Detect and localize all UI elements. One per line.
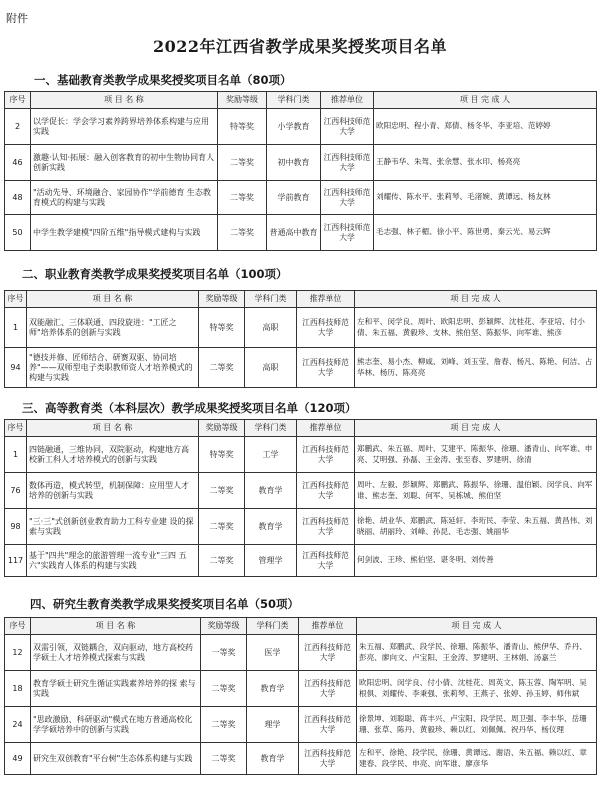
cell-project: 双能融汇、三体联通、四段旋进："工匠之师"培养体系的创新与实践: [27, 308, 199, 348]
cell-unit: 江西科技师范大学: [321, 181, 374, 215]
cell-unit: 江西科技师范大学: [297, 308, 355, 348]
table-basic: [4, 91, 597, 251]
cell-discipline: 工学: [245, 437, 297, 473]
cell-level: 二等奖: [218, 181, 267, 215]
cell-unit: 江西科技师范大学: [297, 545, 355, 577]
table-header-row: [5, 92, 597, 109]
cell-level: 一等奖: [201, 635, 247, 671]
cell-no: 2: [5, 109, 31, 145]
cell-project: 四链融通，三维协同，双院驱动，构建地方高校新工科人才培养模式的创新与实践: [27, 437, 199, 473]
header-project: 项 目 名 称: [31, 618, 201, 635]
cell-unit: 江西科技师范大学: [321, 145, 374, 181]
cell-no: 48: [5, 181, 31, 215]
cell-no: 46: [5, 145, 31, 181]
cell-no: 18: [5, 671, 31, 707]
cell-level: 二等奖: [201, 707, 247, 743]
cell-people: 何剑波、王珍、熊伯坚、谌冬明、刘传善: [355, 545, 597, 577]
cell-level: 二等奖: [199, 473, 245, 509]
header-unit: 推荐单位: [321, 92, 374, 109]
cell-unit: 江西科技师范大学: [299, 743, 357, 775]
cell-unit: 江西科技师范大学: [321, 109, 374, 145]
cell-people: 徐艳、胡业华、郑鹏武、陈延轩、李珩民、李莹、朱五福、黄昌伟、刘晓丽、胡丽玲、刘峰、孙昆、毛志强、姚丽华: [355, 509, 597, 545]
header-project: 项 目 名 称: [31, 92, 218, 109]
table-row: [5, 215, 597, 251]
cell-unit: 江西科技师范大学: [299, 671, 357, 707]
cell-no: 76: [5, 473, 27, 509]
table-row: [5, 109, 597, 145]
header-level: 奖励等级: [199, 291, 245, 308]
cell-level: 二等奖: [199, 348, 245, 388]
header-discipline: 学科门类: [245, 291, 297, 308]
cell-discipline: 高职: [245, 308, 297, 348]
cell-people: 朱五福、郑鹏武、段学民、徐珊、陈振华、潘青山、熊伊华、乔丹、彭亮、廖向文、卢宝阳、王金涛、罗建明、王林娟、汤嘉兰: [357, 635, 597, 671]
cell-unit: 江西科技师范大学: [299, 635, 357, 671]
cell-level: 二等奖: [199, 509, 245, 545]
cell-project: 基于"四共"理念的旅游管理一流专业"三四 五六"实践育人体系的构建与实践: [27, 545, 199, 577]
cell-discipline: 教育学: [247, 671, 299, 707]
table-row: [5, 743, 597, 775]
header-unit: 推荐单位: [297, 420, 355, 437]
cell-level: 特等奖: [199, 308, 245, 348]
header-level: 奖励等级: [201, 618, 247, 635]
header-no: 序号: [5, 92, 31, 109]
cell-people: 徐景坤、刘聪聪、蒋丰兴、卢宝阳、段学民、周卫强、李丰华、岳珊珊、张草、陈丹、黄毅珍、赖以红、刘佩佩、祝丹华、杨仪理: [357, 707, 597, 743]
cell-discipline: 教育学: [245, 473, 297, 509]
header-project: 项 目 名 称: [27, 291, 199, 308]
table-graduate: [4, 617, 597, 775]
cell-discipline: 小学教育: [267, 109, 321, 145]
cell-discipline: 理学: [247, 707, 299, 743]
cell-unit: 江西科技师范大学: [297, 348, 355, 388]
table-row: [5, 545, 597, 577]
cell-no: 117: [5, 545, 27, 577]
header-unit: 推荐单位: [297, 291, 355, 308]
table-header-row: [5, 618, 597, 635]
cell-people: 欧阳忠明、程小青、郑倩、杨冬华、李亚培、范婷婷: [374, 109, 597, 145]
header-people: 项 目 完 成 人: [357, 618, 597, 635]
cell-unit: 江西科技师范大学: [321, 215, 374, 251]
cell-level: 二等奖: [199, 545, 245, 577]
header-unit: 推荐单位: [299, 618, 357, 635]
cell-level: 二等奖: [201, 671, 247, 707]
header-people: 项 目 完 成 人: [355, 291, 597, 308]
cell-level: 二等奖: [218, 215, 267, 251]
cell-level: 特等奖: [199, 437, 245, 473]
section-title-higher: 三、高等教育类（本科层次）教学成果奖授奖项目名单（120项）: [22, 401, 357, 415]
cell-level: 二等奖: [201, 743, 247, 775]
section-title-vocational: 二、职业教育类教学成果奖授奖项目名单（100项）: [22, 267, 288, 281]
cell-project: "思政激励、科研驱动"模式在地方普通高校化学学硕培养中的创新与实践: [31, 707, 201, 743]
table-header-row: [5, 420, 597, 437]
table-row: [5, 671, 597, 707]
header-discipline: 学科门类: [267, 92, 321, 109]
header-no: 序号: [5, 291, 27, 308]
cell-discipline: 高职: [245, 348, 297, 388]
header-level: 奖励等级: [218, 92, 267, 109]
table-row: [5, 509, 597, 545]
table-row: [5, 473, 597, 509]
cell-people: 郑鹏武、朱五福、周叶、艾建平、陈振华、徐珊、潘青山、向军谁、申亮、艾明强、孙磊、王金涛、张至春、罗建明、徐清: [355, 437, 597, 473]
cell-unit: 江西科技师范大学: [297, 473, 355, 509]
cell-people: 毛志强、林子楣、徐小平、陈世勇、秦云光、易云辉: [374, 215, 597, 251]
section-title-graduate: 四、研究生教育类教学成果奖授奖项目名单（50项）: [30, 597, 300, 611]
page-title: 2022年江西省教学成果奖授奖项目名单: [152, 37, 448, 56]
table-row: [5, 308, 597, 348]
header-people: 项 目 完 成 人: [355, 420, 597, 437]
table-row: [5, 635, 597, 671]
cell-people: 刘耀传、陈水平、张莉琴、毛渚婉、黄谭远、杨友林: [374, 181, 597, 215]
cell-project: 中学生教学建模"四阶五维"指导模式建构与实践: [31, 215, 218, 251]
cell-project: 以学促长：学会学习素养跨界培养体系构建与应用实践: [31, 109, 218, 145]
cell-project: 激趣·认知·拓展：融入创客教育的初中生物协同育人创新实践: [31, 145, 218, 181]
cell-no: 24: [5, 707, 31, 743]
cell-people: 左和平、徐艳、段学民、徐珊、黄谭远、谢语、朱五福、赖以红、章建春、段学民、申亮、向军谁、廖彦华: [357, 743, 597, 775]
cell-discipline: 医学: [247, 635, 299, 671]
cell-project: 双需引领，双链耦合，双向驱动，地方高校药学硕士人才培养模式探索与实践: [31, 635, 201, 671]
section-title-basic: 一、基础教育类教学成果奖授奖项目名单（80项）: [34, 73, 292, 87]
cell-people: 王静韦华、朱驾、张余慧、张水印、杨亮亮: [374, 145, 597, 181]
cell-discipline: 管理学: [245, 545, 297, 577]
cell-project: "三·三"式创新创业教育助力工科专业建 设的探索与实践: [27, 509, 199, 545]
header-no: 序号: [5, 618, 31, 635]
cell-discipline: 学前教育: [267, 181, 321, 215]
cell-no: 12: [5, 635, 31, 671]
cell-level: 特等奖: [218, 109, 267, 145]
table-row: [5, 707, 597, 743]
cell-unit: 江西科技师范大学: [297, 509, 355, 545]
cell-project: "活动先导、环境融合、家园协作"学前德育 生态教育模式的构建与实践: [31, 181, 218, 215]
table-row: [5, 437, 597, 473]
header-project: 项 目 名 称: [27, 420, 199, 437]
table-row: [5, 348, 597, 388]
cell-people: 周叶、左毅、彭颖辉、郑鹏武、陈振华、徐珊、温伯颖、闵学良、向军谁、熊志奎、刘聪、何军、吴栋城、熊伯坚: [355, 473, 597, 509]
cell-project: "德技并修、匠师结合、研赛双驱、协同培养"——双师型电子类职教师资人才培养模式的构建与实践: [27, 348, 199, 388]
table-row: [5, 181, 597, 215]
cell-discipline: 教育学: [245, 509, 297, 545]
cell-discipline: 教育学: [247, 743, 299, 775]
cell-no: 1: [5, 437, 27, 473]
cell-project: 研究生双创教育"平台树"生态体系构建与实践: [31, 743, 201, 775]
header-discipline: 学科门类: [247, 618, 299, 635]
table-vocational: [4, 290, 597, 388]
cell-level: 二等奖: [218, 145, 267, 181]
cell-no: 94: [5, 348, 27, 388]
table-higher: [4, 419, 597, 577]
cell-discipline: 初中教育: [267, 145, 321, 181]
cell-unit: 江西科技师范大学: [299, 707, 357, 743]
cell-people: 左和平、闵学良、周叶、欧阳忠明、彭颖辉、沈桂花、李亚培、付小倩、朱五福、黄毅珍、支林、熊伯坚、陈振华、向军谁、熊彦: [355, 308, 597, 348]
attachment-label: 附件: [6, 12, 28, 25]
header-people: 项 目 完 成 人: [374, 92, 597, 109]
table-header-row: [5, 291, 597, 308]
cell-people: 熊志奎、易小杰、柳咸、刘峰、刘玉莹、詹春、杨凡、陈艳、何洁、占华林、杨历、陈亮亮: [355, 348, 597, 388]
cell-no: 49: [5, 743, 31, 775]
cell-no: 50: [5, 215, 31, 251]
cell-project: 数体再造，模式转型，机制保障：应用型人才培养的创新与实践: [27, 473, 199, 509]
cell-project: 教育学硕士研究生循证实践素养培养的探 索与实践: [31, 671, 201, 707]
table-row: [5, 145, 597, 181]
header-discipline: 学科门类: [245, 420, 297, 437]
cell-no: 1: [5, 308, 27, 348]
cell-discipline: 普通高中教育: [267, 215, 321, 251]
cell-unit: 江西科技师范大学: [297, 437, 355, 473]
cell-no: 98: [5, 509, 27, 545]
cell-people: 欧阳忠明、闵学良、付小倩、沈桂花、周英文、陈玉蓉、陶军明、吴根俱、刘耀传、李秉强、张莉琴、王燕子、张婷、孙玉婷、师伟斌: [357, 671, 597, 707]
header-no: 序号: [5, 420, 27, 437]
header-level: 奖励等级: [199, 420, 245, 437]
